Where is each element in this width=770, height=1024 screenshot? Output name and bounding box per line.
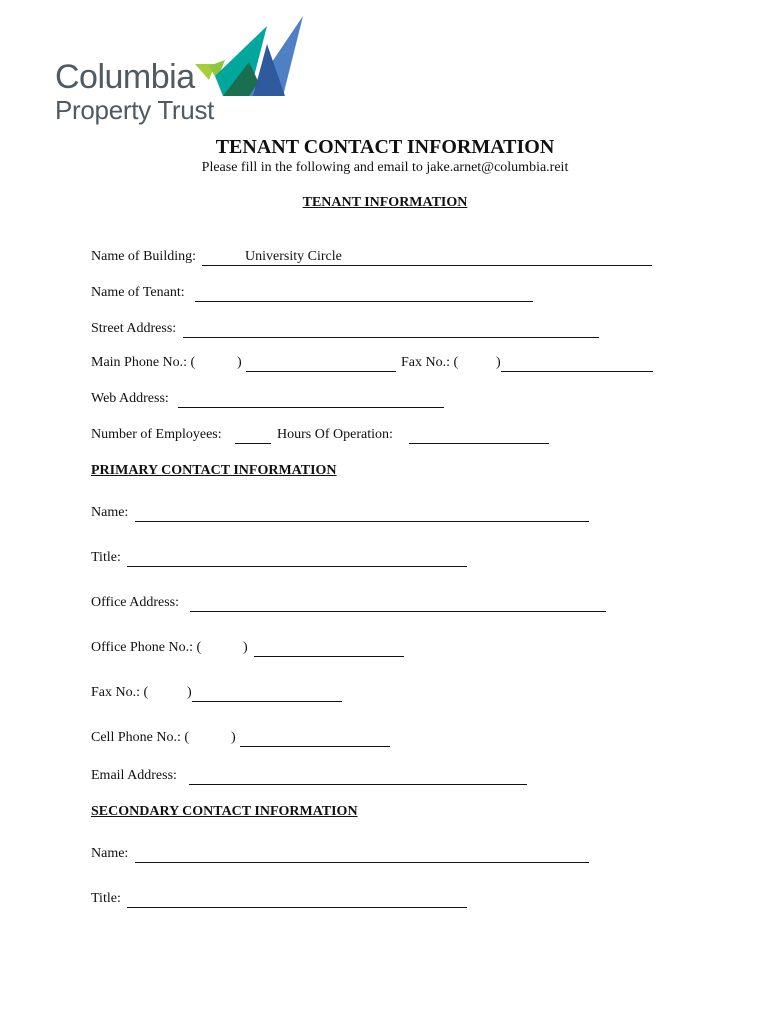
email-row bbox=[91, 768, 541, 788]
email-label: Email Address: bbox=[91, 768, 177, 783]
primary-name-row bbox=[91, 505, 601, 525]
main-phone-field[interactable] bbox=[246, 371, 396, 372]
cell-phone-row bbox=[91, 730, 411, 750]
fax-label: Fax No.: ( bbox=[401, 355, 459, 370]
fax-field[interactable] bbox=[501, 371, 653, 372]
primary-fax-label: Fax No.: ( bbox=[91, 685, 149, 700]
web-address-field[interactable] bbox=[178, 407, 444, 408]
logo-mark-icon bbox=[193, 14, 305, 98]
primary-name-field[interactable] bbox=[135, 521, 589, 522]
fax-paren: ) bbox=[496, 355, 501, 370]
secondary-title-row bbox=[91, 891, 481, 911]
building-value: University Circle bbox=[245, 249, 342, 264]
office-address-field[interactable] bbox=[190, 611, 606, 612]
tenant-info-heading: TENANT INFORMATION bbox=[302, 195, 468, 210]
primary-title-field[interactable] bbox=[127, 566, 467, 567]
primary-title-row bbox=[91, 550, 481, 570]
tenant-name-label: Name of Tenant: bbox=[91, 285, 185, 300]
main-phone-row bbox=[91, 355, 661, 375]
primary-title-label: Title: bbox=[91, 550, 121, 565]
company-logo bbox=[55, 14, 315, 132]
employees-row bbox=[91, 427, 561, 447]
secondary-name-field[interactable] bbox=[135, 862, 589, 863]
street-address-label: Street Address: bbox=[91, 321, 177, 336]
secondary-name-label: Name: bbox=[91, 846, 129, 861]
employees-label: Number of Employees: bbox=[91, 427, 222, 442]
cell-phone-paren: ) bbox=[231, 730, 236, 745]
tenant-name-field[interactable] bbox=[195, 301, 533, 302]
web-address-label: Web Address: bbox=[91, 391, 169, 406]
secondary-title-field[interactable] bbox=[127, 907, 467, 908]
secondary-contact-heading: SECONDARY CONTACT INFORMATION bbox=[91, 804, 358, 819]
main-phone-label: Main Phone No.: ( bbox=[91, 355, 196, 370]
main-phone-paren: ) bbox=[237, 355, 242, 370]
building-label: Name of Building: bbox=[91, 249, 196, 264]
logo-text-property-trust: Property Trust bbox=[55, 95, 215, 125]
street-address-row bbox=[91, 321, 611, 341]
office-phone-label: Office Phone No.: ( bbox=[91, 640, 202, 655]
cell-phone-field[interactable] bbox=[240, 746, 390, 747]
web-address-row bbox=[91, 391, 461, 411]
building-field[interactable] bbox=[202, 265, 652, 266]
secondary-name-row bbox=[91, 846, 601, 866]
office-address-row bbox=[91, 595, 621, 615]
employees-field[interactable] bbox=[235, 443, 271, 444]
hours-field[interactable] bbox=[409, 443, 549, 444]
office-phone-row bbox=[91, 640, 421, 660]
hours-label: Hours Of Operation: bbox=[277, 427, 393, 442]
cell-phone-label: Cell Phone No.: ( bbox=[91, 730, 189, 745]
office-address-label: Office Address: bbox=[91, 595, 179, 610]
office-phone-paren: ) bbox=[243, 640, 248, 655]
tenant-name-row bbox=[91, 285, 551, 305]
building-row bbox=[91, 249, 661, 269]
logo-text-columbia: Columbia bbox=[55, 58, 195, 96]
page-subtitle: Please fill in the following and email to jake.arnet@columbia.reit bbox=[201, 160, 569, 175]
primary-contact-heading: PRIMARY CONTACT INFORMATION bbox=[91, 463, 337, 478]
secondary-title-label: Title: bbox=[91, 891, 121, 906]
primary-fax-paren: ) bbox=[187, 685, 192, 700]
street-address-field[interactable] bbox=[183, 337, 599, 338]
primary-fax-row bbox=[91, 685, 361, 705]
email-field[interactable] bbox=[189, 784, 527, 785]
primary-fax-field[interactable] bbox=[192, 701, 342, 702]
page-title: TENANT CONTACT INFORMATION bbox=[215, 136, 555, 158]
primary-name-label: Name: bbox=[91, 505, 129, 520]
office-phone-field[interactable] bbox=[254, 656, 404, 657]
